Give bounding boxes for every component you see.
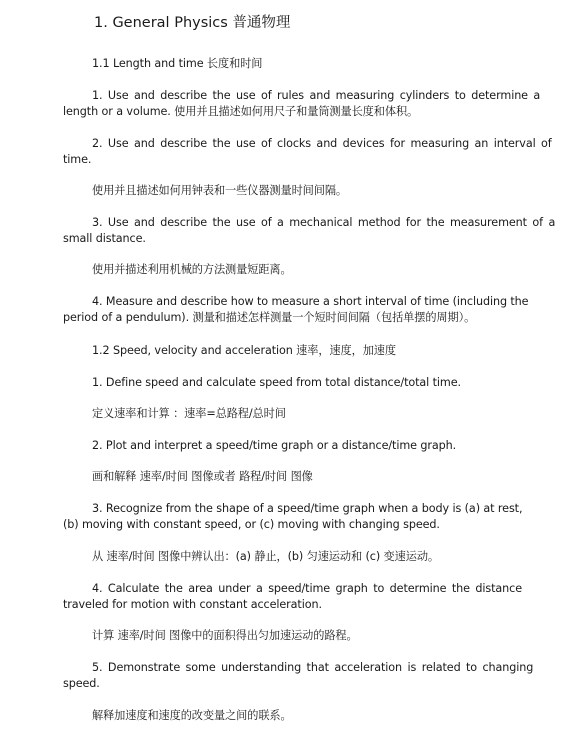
speed-objective-3-line-2: (b) moving with constant speed, or (c) moving with changing speed.: [63, 518, 440, 531]
objective-3-line-2: small distance.: [63, 232, 146, 245]
speed-objective-3-line-1: 3. Recognize from the shape of a speed/time graph when a body is (a) at rest,: [92, 502, 523, 515]
section-heading: 1. General Physics 普通物理: [94, 15, 291, 31]
speed-objective-1-translation: 定义速率和计算 ：速率=总路程/总时间: [92, 407, 286, 420]
objective-2-line-1: 2. Use and describe the use of clocks and devices for measuring an interval of: [92, 137, 552, 150]
speed-objective-3-translation: 从 速率/时间 图像中辨认出：(a) 静止，(b) 匀速运动和 (c) 变速运动。: [92, 550, 439, 563]
speed-objective-5-line-2: speed.: [63, 677, 100, 690]
subsection-heading-speed: 1.2 Speed, velocity and acceleration 速率，速度，加速度: [92, 344, 396, 357]
speed-objective-5-translation: 解释加速度和速度的改变量之间的联系。: [92, 709, 292, 722]
objective-2-translation: 使用并且描述如何用钟表和一些仪器测量时间间隔。: [92, 184, 348, 197]
objective-3-translation: 使用并描述利用机械的方法测量短距离。: [92, 263, 292, 276]
speed-objective-4-translation: 计算 速率/时间 图像中的面积得出匀加速运动的路程。: [92, 629, 358, 642]
speed-objective-1: 1. Define speed and calculate speed from total distance/total time.: [92, 376, 461, 389]
objective-2-line-2: time.: [63, 153, 92, 166]
objective-1-line-1: 1. Use and describe the use of rules and measuring cylinders to determine a: [92, 89, 541, 102]
speed-objective-2: 2. Plot and interpret a speed/time graph or a distance/time graph.: [92, 439, 457, 452]
objective-1-line-2: length or a volume. 使用并且描述如何用尺子和量筒测量长度和体积。: [63, 105, 419, 118]
objective-3-line-1: 3. Use and describe the use of a mechanical method for the measurement of a: [92, 216, 556, 229]
speed-objective-4-line-1: 4. Calculate the area under a speed/time graph to determine the distance: [92, 582, 522, 595]
objective-4-line-1: 4. Measure and describe how to measure a short interval of time (including the: [92, 295, 529, 308]
speed-objective-4-line-2: traveled for motion with constant acceleration.: [63, 598, 322, 611]
speed-objective-5-line-1: 5. Demonstrate some understanding that acceleration is related to changing: [92, 661, 534, 674]
speed-objective-2-translation: 画和解释 速率/时间 图像或者 路程/时间 图像: [92, 470, 313, 483]
objective-4-line-2: period of a pendulum). 测量和描述怎样测量一个短时间间隔（包括单摆的周期）。: [63, 311, 476, 324]
subsection-heading-length-time: 1.1 Length and time 长度和时间: [92, 57, 263, 70]
